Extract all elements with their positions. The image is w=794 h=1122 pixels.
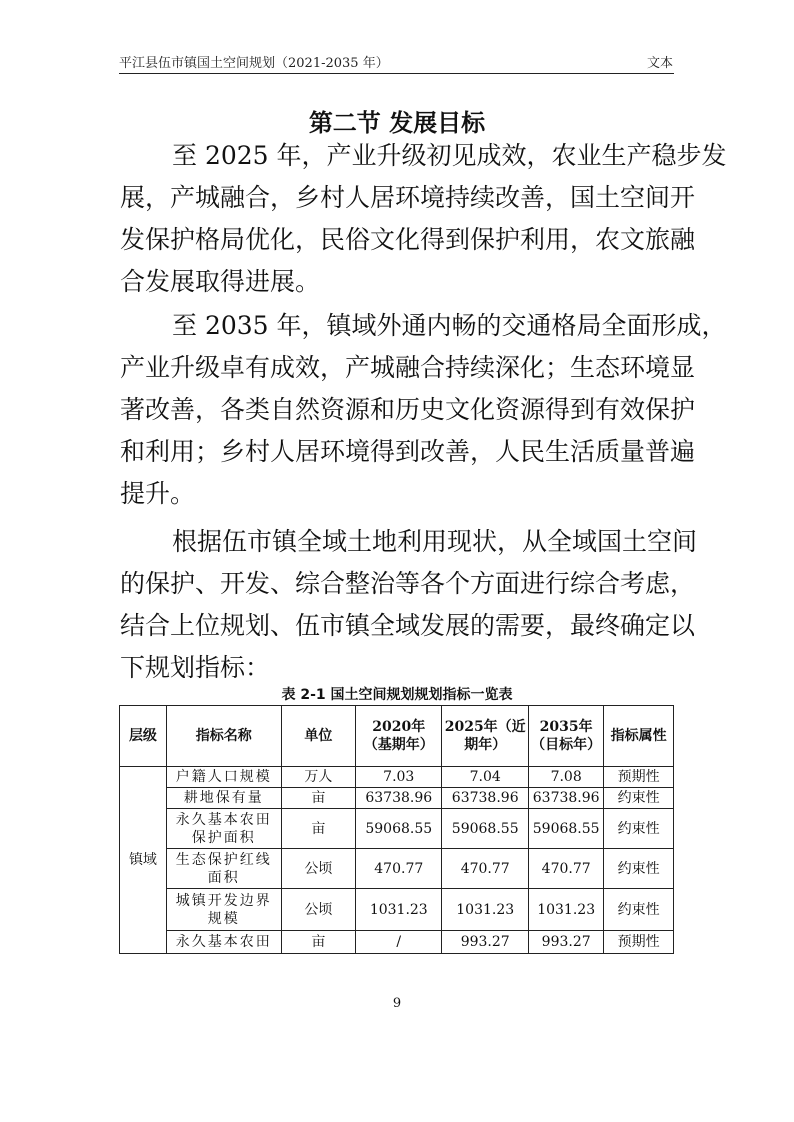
column-header: 2035年（目标年） <box>529 706 604 767</box>
table-cell: 永久基本农田保护面积 <box>166 809 281 849</box>
table-row <box>120 849 674 889</box>
table-cell: 户籍人口规模 <box>166 767 281 788</box>
table-cell: 1031.23 <box>356 889 442 931</box>
table-header-row <box>120 706 674 767</box>
column-header: 层级 <box>120 706 167 767</box>
paragraph-line: 和利用；乡村人居环境得到改善，人民生活质量普遍 <box>120 437 696 466</box>
table-cell: 1031.23 <box>529 889 604 931</box>
table-cell: 7.04 <box>442 767 529 788</box>
table-cell: 约束性 <box>604 788 674 809</box>
indicator-table <box>119 705 674 954</box>
table-cell: / <box>356 931 442 954</box>
paragraph-line: 下规划指标： <box>120 653 271 682</box>
table-cell: 永久基本农田 <box>166 931 281 954</box>
table-cell: 耕地保有量 <box>166 788 281 809</box>
paragraph-line: 结合上位规划、伍市镇全域发展的需要，最终确定以 <box>120 611 696 640</box>
table-caption: 表 2-1 国土空间规划规划指标一览表 <box>281 687 513 703</box>
column-header: 单位 <box>281 706 356 767</box>
table-cell: 亩 <box>281 788 356 809</box>
table-cell: 预期性 <box>604 931 674 954</box>
table-cell: 59068.55 <box>529 809 604 849</box>
running-header-section: 文本 <box>646 56 673 71</box>
table-cell: 1031.23 <box>442 889 529 931</box>
table-row <box>120 809 674 849</box>
paragraph-line: 发保护格局优化，民俗文化得到保护利用，农文旅融 <box>120 225 696 254</box>
table-cell: 约束性 <box>604 809 674 849</box>
paragraph-line: 合发展取得进展。 <box>120 267 321 296</box>
table-cell: 59068.55 <box>442 809 529 849</box>
table-cell: 7.03 <box>356 767 442 788</box>
page-number: 9 <box>392 996 402 1011</box>
table-cell: 63738.96 <box>529 788 604 809</box>
paragraph-line: 展，产城融合，乡村人居环境持续改善，国土空间开 <box>120 183 696 212</box>
column-header: 指标名称 <box>166 706 281 767</box>
column-header: 指标属性 <box>604 706 674 767</box>
paragraph-line: 根据伍市镇全域土地利用现状，从全域国土空间 <box>172 527 698 556</box>
section-title: 第二节 发展目标 <box>308 109 486 137</box>
table-cell: 63738.96 <box>442 788 529 809</box>
table-cell: 亩 <box>281 809 356 849</box>
paragraph-line: 至 2025 年，产业升级初见成效，农业生产稳步发 <box>172 141 727 170</box>
table-cell: 生态保护红线面积 <box>166 849 281 889</box>
table-row <box>120 767 674 788</box>
table-row <box>120 788 674 809</box>
table-row <box>120 931 674 954</box>
table-cell: 993.27 <box>442 931 529 954</box>
table-cell: 470.77 <box>356 849 442 889</box>
column-header: 2025年（近期年） <box>442 706 529 767</box>
paragraph-line: 至 2035 年，镇域外通内畅的交通格局全面形成， <box>172 311 727 340</box>
table-cell: 7.08 <box>529 767 604 788</box>
column-header: 2020年（基期年） <box>356 706 442 767</box>
table-cell: 59068.55 <box>356 809 442 849</box>
table-cell: 63738.96 <box>356 788 442 809</box>
table-cell: 993.27 <box>529 931 604 954</box>
table-cell: 万人 <box>281 767 356 788</box>
table-cell: 公顷 <box>281 889 356 931</box>
table-cell: 约束性 <box>604 849 674 889</box>
table-cell: 470.77 <box>442 849 529 889</box>
paragraph-line: 产业升级卓有成效，产城融合持续深化；生态环境显 <box>120 353 696 382</box>
running-header-title: 平江县伍市镇国土空间规划（2021-2035 年） <box>119 56 389 71</box>
table-cell: 城镇开发边界规模 <box>166 889 281 931</box>
paragraph-line: 著改善，各类自然资源和历史文化资源得到有效保护 <box>120 395 696 424</box>
level-cell: 镇域 <box>120 767 167 954</box>
table-row <box>120 889 674 931</box>
table-cell: 公顷 <box>281 849 356 889</box>
table-cell: 470.77 <box>529 849 604 889</box>
paragraph-line: 的保护、开发、综合整治等各个方面进行综合考虑， <box>120 569 696 598</box>
table-cell: 亩 <box>281 931 356 954</box>
table-cell: 预期性 <box>604 767 674 788</box>
table-cell: 约束性 <box>604 889 674 931</box>
header-rule <box>119 73 674 74</box>
paragraph-line: 提升。 <box>120 479 196 508</box>
